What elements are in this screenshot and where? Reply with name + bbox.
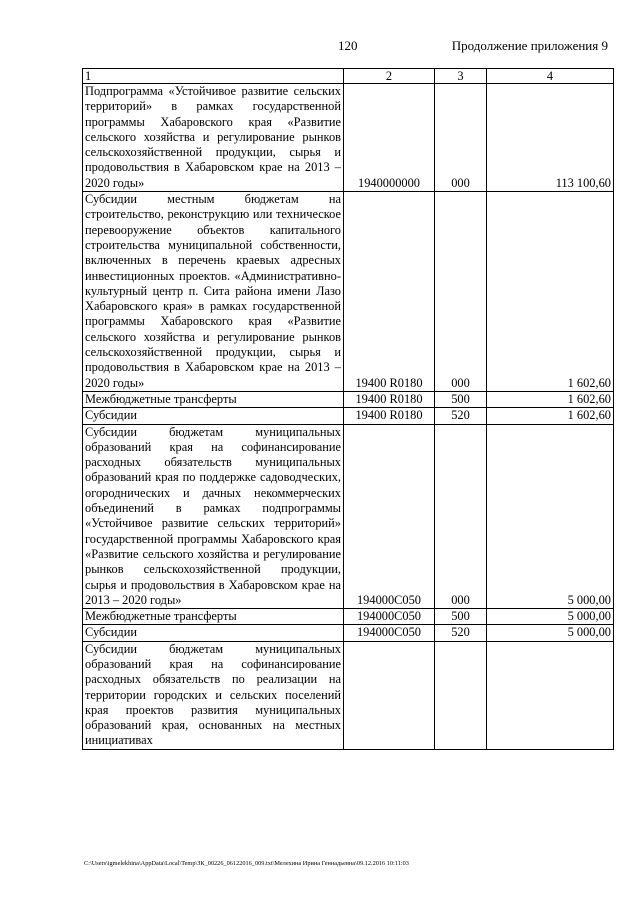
row-amount: 1 602,60 (487, 408, 614, 424)
row-code: 19400 R0180 (344, 391, 435, 407)
row-type: 520 (435, 625, 487, 641)
table-row (83, 641, 614, 749)
budget-table (82, 68, 614, 750)
row-type: 500 (435, 391, 487, 407)
row-amount: 1 602,60 (487, 391, 614, 407)
row-code: 194000С050 (344, 625, 435, 641)
row-code: 194000С050 (344, 424, 435, 609)
row-amount: 5 000,00 (487, 625, 614, 641)
row-code: 19400 R0180 (344, 192, 435, 392)
row-name: Подпрограмма «Устойчивое развитие сельских территорий» в рамках государственной программы Хабаровского края «Развитие сельского хозяйства и регулирование рынков сельскохозяйственной продукции, сырья и продовольствия в Хабаровском крае на 2013 – 2020 годы» (83, 84, 344, 192)
row-code: 1940000000 (344, 84, 435, 192)
column-header: 1 (83, 69, 344, 84)
row-type: 000 (435, 84, 487, 192)
file-path-footer: C:\Users\igmelekhina\AppData\Local\Temp\ЗК_00226_06122016_009.txt\Мелехина Ирина Геннадьевна\09.12.2016 10:11:03 (84, 860, 409, 867)
row-amount: 113 100,60 (487, 84, 614, 192)
row-name: Межбюджетные трансферты (83, 609, 344, 625)
row-name: Субсидии бюджетам муниципальных образований края на софинансирование расходных обязательств муниципальных образований края по поддержке садоводческих, огороднических и дачных некоммерческих объединений в рамках подпрограммы «Устойчивое развитие сельских территорий» государственной программы Хабаровского края «Развитие сельского хозяйства и регулирование рынков сельскохозяйственной продукции, сырья и продовольствия в Хабаровском крае на 2013 – 2020 годы» (83, 424, 344, 609)
row-name: Субсидии местным бюджетам на строительство, реконструкцию или техническое перевооружение объектов капитального строительства муниципальной собственности, включенных в перечень краевых адресных инвестиционных проектов. «Административно-культурный центр п. Сита района имени Лазо Хабаровского края» в рамках государственной программы Хабаровского края «Развитие сельского хозяйства и регулирование рынков сельскохозяйственной продукции, сырья и продовольствия в Хабаровском крае на 2013 – 2020 годы» (83, 192, 344, 392)
row-code: 194000С050 (344, 609, 435, 625)
row-name: Субсидии бюджетам муниципальных образований края на софинансирование расходных обязательств по реализации на территории городских и сельских поселений края проектов развития муниципальных образований края, основанных на местных инициативах (83, 641, 344, 749)
row-amount: 1 602,60 (487, 192, 614, 392)
column-header: 4 (487, 69, 614, 84)
row-amount: 5 000,00 (487, 424, 614, 609)
row-name: Субсидии (83, 408, 344, 424)
continuation-label: Продолжение приложения 9 (451, 38, 608, 53)
table-row (83, 609, 614, 625)
column-header: 2 (344, 69, 435, 84)
row-name: Межбюджетные трансферты (83, 391, 344, 407)
table-row (83, 424, 614, 609)
row-name: Субсидии (83, 625, 344, 641)
table-row (83, 84, 614, 192)
column-header: 3 (435, 69, 487, 84)
table-header-row (83, 69, 614, 84)
table-row (83, 408, 614, 424)
page-number: 120 (338, 38, 358, 53)
page-header (0, 38, 640, 56)
row-type: 000 (435, 424, 487, 609)
row-type (435, 641, 487, 749)
row-type: 520 (435, 408, 487, 424)
row-code (344, 641, 435, 749)
row-type: 500 (435, 609, 487, 625)
table-row (83, 625, 614, 641)
row-amount (487, 641, 614, 749)
row-amount: 5 000,00 (487, 609, 614, 625)
row-code: 19400 R0180 (344, 408, 435, 424)
table-row (83, 391, 614, 407)
row-type: 000 (435, 192, 487, 392)
table-row (83, 192, 614, 392)
